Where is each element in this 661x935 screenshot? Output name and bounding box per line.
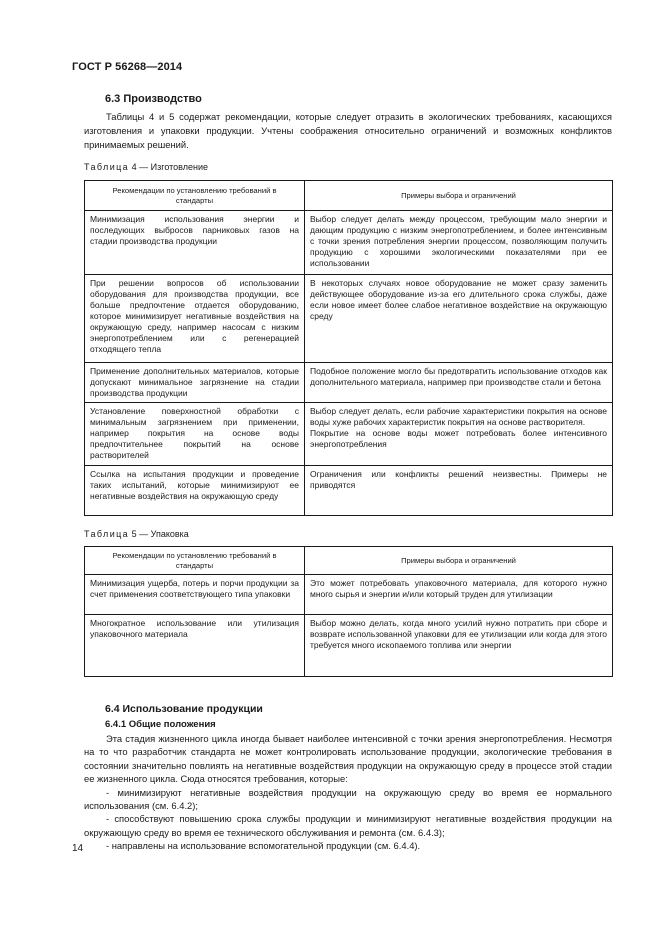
section-6-4-1-body (84, 732, 612, 853)
table4-caption-title: — Изготовление (139, 162, 208, 172)
list-item: - направлены на использование вспомогательной продукции (см. 6.4.4). (106, 840, 421, 852)
table4-header-row (85, 181, 613, 211)
table4-caption-label: Таблица (84, 162, 130, 172)
table5-row2-rec: Многократное использование или утилизация упаковочного материала (85, 615, 305, 677)
table4-row5-example: Ограничения или конфликты решений неизвестны. Примеры не приводятся (305, 466, 613, 516)
table5-row1-example: Это может потребовать упаковочного материала, для которого нужно много сырья и энергии и/или который труден для утилизации (305, 575, 613, 615)
table5-caption-title: — Упаковка (139, 529, 189, 539)
table-row (85, 211, 613, 275)
table4-row4-example-a: Выбор следует делать, если рабочие характеристики покрытия на основе воды хуже рабочих характеристик покрытия на основе растворителя. (310, 406, 607, 427)
table4-row1-example: Выбор следует делать между процессом, требующим мало энергии и дающим продукцию с низким энергопотреблением, и более интенсивным с точки зрения потребления энергии процессом, позволяющим получить продукцию с хорошими экологическими показателями при ее использовании (305, 211, 613, 275)
table-row (85, 363, 613, 403)
table4-row4-rec: Установление поверхностной обработки с минимальным загрязнением при применении, например покрытия на основе воды предпочтительнее покрытий на основе растворителей (85, 403, 305, 466)
table5-header-example: Примеры выбора и ограничений (305, 547, 613, 575)
table4-caption-number: 4 (131, 162, 137, 172)
table5-caption-label: Таблица (84, 529, 130, 539)
table5-row1-rec: Минимизация ущерба, потерь и порчи продукции за счет применения соответствующего типа упаковки (85, 575, 305, 615)
table4-caption (84, 162, 208, 172)
list-item: - минимизируют негативные воздействия продукции на окружающую среду во время ее нормального использования (см. 6.4.2); (84, 786, 612, 812)
section-6-4-title: 6.4 Использование продукции (105, 703, 263, 715)
table5-header-rec: Рекомендации по установлению требований в стандарты (85, 547, 305, 575)
table-row (85, 275, 613, 363)
intro-paragraph: Таблицы 4 и 5 содержат рекомендации, которые следует отразить в экологических требованиях, касающихся изготовления и упаковки продукции. Учтены соображения относительно ограничений и возможных конфликтов принимаемых решений. (84, 111, 612, 150)
table5-caption-number: 5 (131, 529, 137, 539)
section-6-3-title: 6.3 Производство (105, 93, 202, 105)
table-row (85, 466, 613, 516)
table4-row2-example: В некоторых случаях новое оборудование не может сразу заменить действующее оборудование из-за его длительного срока службы, даже если новое имеет более слабое негативное воздействие на окружающую среду (305, 275, 613, 363)
table5 (84, 546, 613, 677)
table5-caption (84, 529, 189, 539)
list-item: - способствуют повышению срока службы продукции и минимизируют негативные воздействия продукции на окружающую среду во время ее технического обслуживания и ремонта (см. 6.4.3); (84, 813, 612, 838)
table4-row1-rec: Минимизация использования энергии и последующих выбросов парниковых газов на стадии производства продукции (85, 211, 305, 275)
table4-row5-rec: Ссылка на испытания продукции и проведение таких испытаний, которые минимизируют ее негативные воздействия на окружающую среду (85, 466, 305, 516)
table4-row3-rec: Применение дополнительных материалов, которые допускают минимальное загрязнение на стадии производства продукции (85, 363, 305, 403)
table4-row3-example: Подобное положение могло бы предотвратить использование отходов как дополнительного материала, например при производстве стали и бетона (305, 363, 613, 403)
table5-header-row (85, 547, 613, 575)
section-6-4-1-title: 6.4.1 Общие положения (105, 719, 216, 730)
section-6-3-intro (84, 110, 612, 152)
table-row (85, 615, 613, 677)
table-row (85, 575, 613, 615)
page-header-standard: ГОСТ Р 56268—2014 (72, 61, 183, 73)
table4-row2-rec: При решении вопросов об использовании оборудования для производства продукции, все больше предпочтение отдается оборудованию, которое минимизирует негативные воздействия на окружающую среду, например насосам с низким энергопотреблением или с регенерацией отходящего тепла (85, 275, 305, 363)
table4 (84, 180, 613, 516)
table4-row4-example (305, 403, 613, 466)
section-6-4-1-paragraph: Эта стадия жизненного цикла иногда бывает наиболее интенсивной с точки зрения энергопотребления. Несмотря на то что разработчик стандарта не может контролировать использование продукции, экологические требования в состоянии значительно повлиять на негативные воздействия продукции на окружающую среду в процессе этой стадии ее жизненного цикла. Сюда относятся требования, которые: (84, 733, 612, 785)
table4-header-rec: Рекомендации по установлению требований в стандарты (85, 181, 305, 211)
table-row (85, 403, 613, 466)
table5-row2-example: Выбор можно делать, когда много усилий нужно потратить при сборе и возврате использованной упаковки для ее утилизации или когда для этого требуется много ископаемого топлива или энергии (305, 615, 613, 677)
table4-row4-example-b: Покрытие на основе воды может потребовать более интенсивного энергопотребления (310, 428, 607, 449)
table4-header-example: Примеры выбора и ограничений (305, 181, 613, 211)
page-number: 14 (72, 843, 84, 854)
